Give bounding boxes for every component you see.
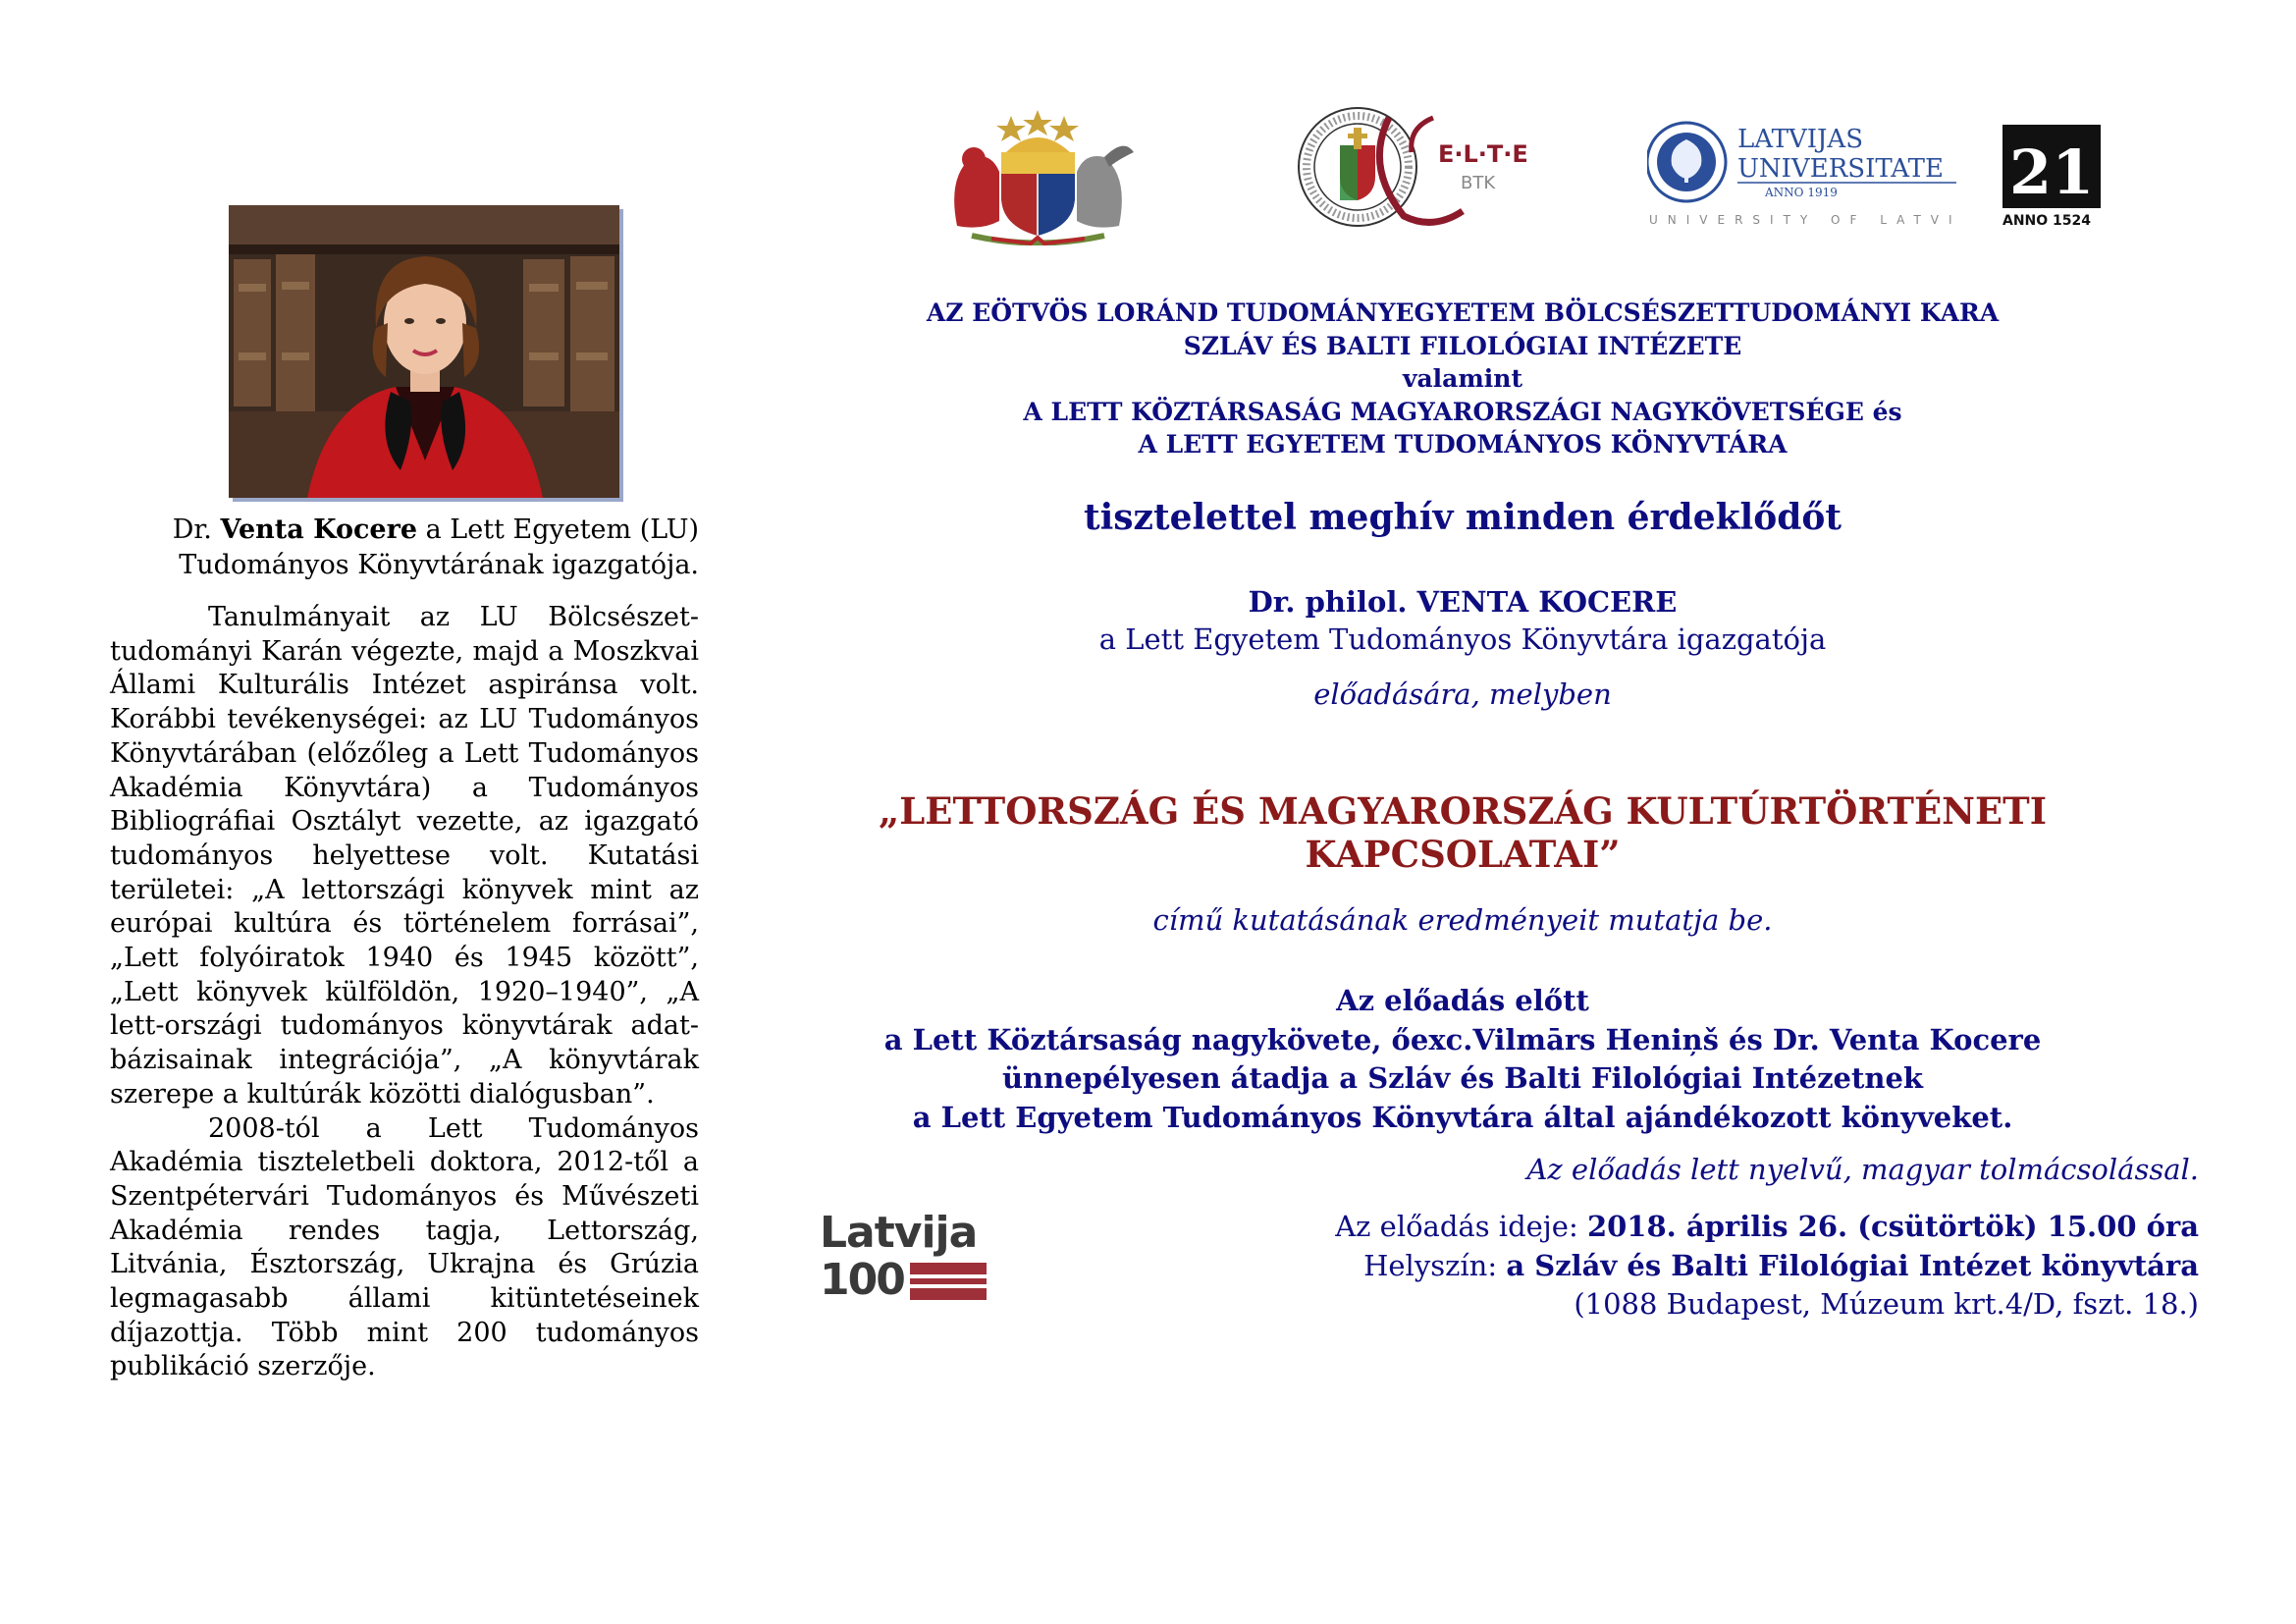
organizer-line-5: A LETT EGYETEM TUDOMÁNYOS KÖNYVTÁRA: [1138, 430, 1788, 459]
caption-prefix: Dr.: [172, 514, 221, 545]
elte-text: E·L·T·E: [1438, 140, 1528, 168]
organizer-line-2: SZLÁV ÉS BALTI FILOLÓGIAI INTÉZETE: [1183, 331, 1742, 360]
bio-paragraph-1: Tanulmányait az LU Bölcsészet-tudományi Karán végezte, majd a Moszkvai Állami Kulturális Intézet aspiránsa volt. Korábbi tevékenységei: az LU Tudományos Könyvtárában (előzőleg a Lett Tudományos Akadémia Könyvtára) a Tudományos Bibliográfiai Osztályt vezette, az igazgató tudományos helyettese volt. Kutatási területei: „A lettországi könyvek mint az európai kultúra és történelem forrásai”, „Lett folyóiratok 1940 és 1945 között”, „Lett könyvek külföldön, 1920–1940”, „A lett-országi tudományos könyvtárak adat-bázisainak integrációja”, „A könyvtárak szerepe a kultúrák közötti dialógusban”.: [110, 602, 699, 1110]
anno-text: ANNO 1524: [2002, 213, 2092, 229]
organizers-block: [736, 297, 2189, 461]
ceremony-block: [736, 982, 2189, 1137]
lu-english: UNIVERSITY OF LATVIA: [1649, 213, 1961, 227]
event-place: [982, 1247, 2199, 1286]
invitation-line: tisztelettel meghív minden érdeklődőt: [1083, 497, 1842, 538]
latvija-word: Latvija: [820, 1208, 978, 1258]
speaker-photo: [229, 205, 619, 498]
ceremony-line-2: a Lett Köztársaság nagykövete, őexc.Vilmārs Heniņš és Dr. Venta Kocere: [883, 1022, 2042, 1056]
language-note: Az előadás lett nyelvű, magyar tolmácsolással.: [1526, 1153, 2199, 1186]
lecture-results-line: című kutatásának eredményeit mutatja be.: [1152, 903, 1773, 937]
bio-paragraph-2: 2008-tól a Lett Tudományos Akadémia tiszteletbeli doktora, 2012-től a Szentpétervári Tudományos és Művészeti Akadémia rendes tagja, Lettország, Litvánia, Észtország, Ukrajna és Grúzia legmagasabb állami kitüntetéseinek díjazottja. Több mint 200 tudományos publikáció szerzője.: [110, 1112, 699, 1382]
ceremony-line-4: a Lett Egyetem Tudományos Könyvtára által ajándékozott könyveket.: [912, 1100, 2013, 1134]
flag-stripe-bottom: [910, 1288, 987, 1300]
time-value: 2018. április 26. (csütörtök) 15.00 óra: [1586, 1210, 2199, 1243]
latvia-coat-of-arms-logo: [933, 98, 1144, 245]
event-address: (1088 Budapest, Múzeum krt.4/D, fszt. 18.): [1574, 1287, 2199, 1321]
caption-name: Venta Kocere: [220, 514, 418, 545]
speaker-name: Dr. philol. VENTA KOCERE: [1248, 585, 1678, 619]
lu-line2: UNIVERSITATE: [1737, 154, 1944, 184]
photo-caption: [110, 513, 699, 583]
event-details: [982, 1208, 2199, 1325]
ceremony-line-1: Az előadás előtt: [1336, 984, 1589, 1017]
ceremony-line-3: ünnepélyesen átadja a Szláv és Balti Filológiai Intézetnek: [1001, 1061, 1924, 1095]
time-label: Az előadás ideje:: [1335, 1210, 1587, 1243]
organizer-line-3: valamint: [1402, 364, 1523, 393]
lecture-intro: előadására, melyben: [1313, 677, 1612, 711]
flag-stripe-middle: [910, 1278, 987, 1284]
caption-rest: a Lett Egyetem (LU): [417, 514, 699, 545]
lu-anno: ANNO 1919: [1765, 186, 1838, 199]
university-of-latvia-logo: [1647, 118, 1961, 231]
latvija-number: 100: [820, 1255, 904, 1305]
lu-line1: LATVIJAS: [1737, 125, 1864, 154]
flag-stripe-top: [910, 1263, 987, 1274]
latvija-100-logo: [820, 1208, 991, 1311]
elte-btk-text: BTK: [1461, 173, 1496, 193]
organizer-line-1: AZ EÖTVÖS LORÁND TUDOMÁNYEGYETEM BÖLCSÉSZETTUDOMÁNYI KARA: [926, 298, 2000, 327]
anno-1524-logo: [1998, 123, 2106, 231]
place-label: Helyszín:: [1363, 1248, 1507, 1282]
place-value: a Szláv és Balti Filológiai Intézet könyvtára: [1506, 1248, 2199, 1282]
lecture-title: „LETTORSZÁG ÉS MAGYARORSZÁG KULTÚRTÖRTÉNETI KAPCSOLATAI”: [878, 789, 2048, 876]
speaker-biography: [110, 601, 699, 1384]
speaker-title: a Lett Egyetem Tudományos Könyvtára igazgatója: [1098, 623, 1827, 656]
anno-mark: 21: [2009, 136, 2095, 208]
elte-btk-logo: [1296, 98, 1561, 236]
caption-line2: Tudományos Könyvtárának igazgatója.: [179, 550, 699, 580]
event-time: [982, 1208, 2199, 1247]
organizer-line-4: A LETT KÖZTÁRSASÁG MAGYARORSZÁGI NAGYKÖVETSÉGE és: [1023, 397, 1902, 426]
